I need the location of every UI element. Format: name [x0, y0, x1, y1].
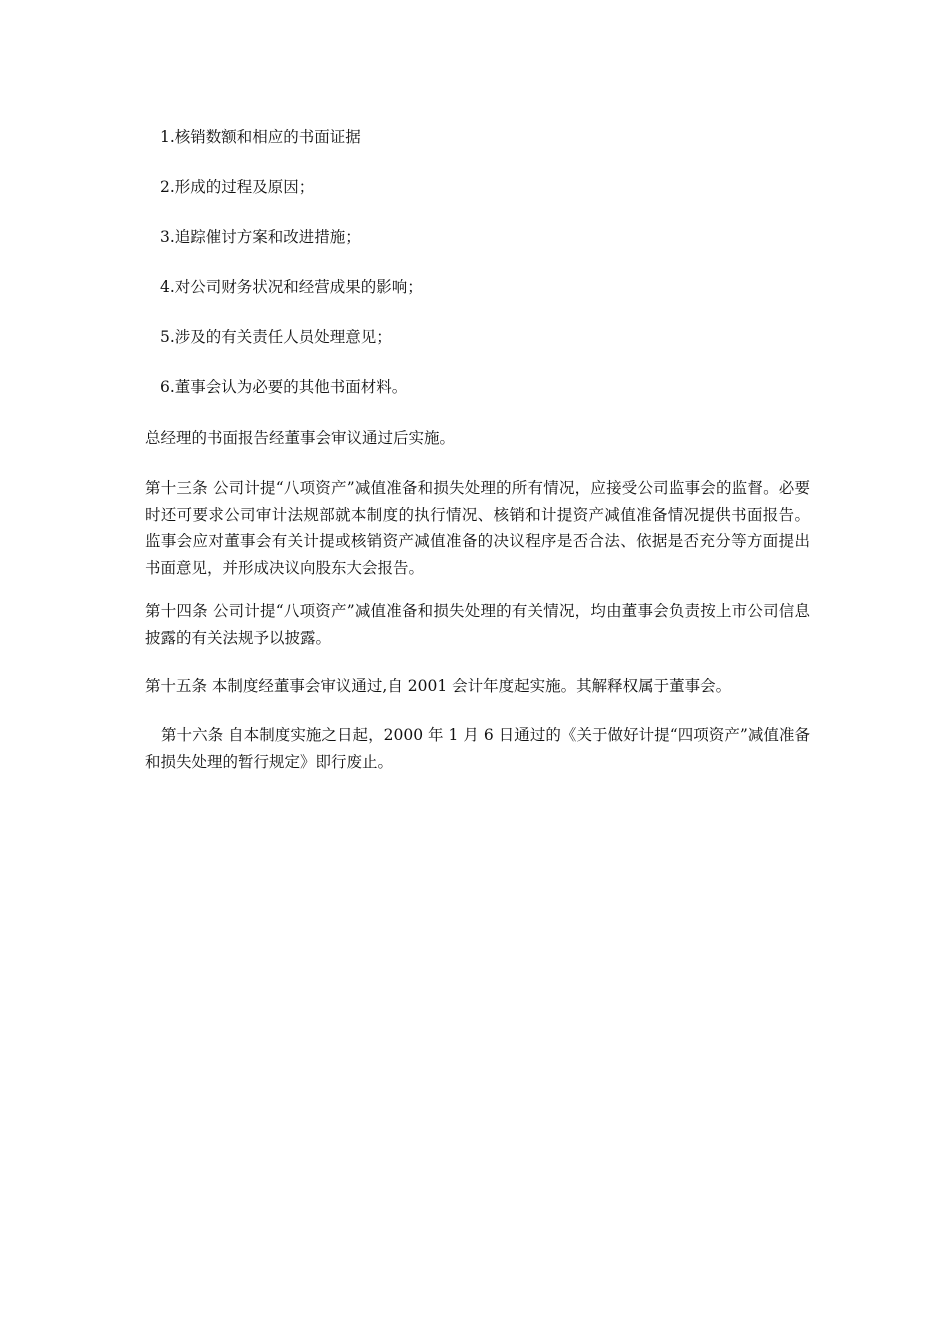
- article-15-paragraph: 第十五条 本制度经董事会审议通过,自 2001 会计年度起实施。其解释权属于董事会。: [145, 677, 732, 695]
- list-item-6: 6.董事会认为必要的其他书面材料。: [160, 378, 408, 396]
- list-item-1: 1.核销数额和相应的书面证据: [160, 128, 361, 146]
- list-item-3: 3.追踪催讨方案和改进措施；: [160, 228, 361, 246]
- list-item-2: 2.形成的过程及原因；: [160, 178, 315, 196]
- list-item-5: 5.涉及的有关责任人员处理意见；: [160, 328, 392, 346]
- list-item-4: 4.对公司财务状况和经营成果的影响；: [160, 278, 423, 296]
- article-13-paragraph: 第十三条 公司计提“八项资产”减值准备和损失处理的所有情况，应接受公司监事会的监督。必要时还可要求公司审计法规部就本制度的执行情况、核销和计提资产减值准备情况提供书面报告。监事会应对董事会有关计提或核销资产减值准备的决议程序是否合法、依据是否充分等方面提出书面意见，并形成决议向股东大会报告。: [145, 479, 810, 577]
- article-14-paragraph: 第十四条 公司计提“八项资产”减值准备和损失处理的有关情况，均由董事会负责按上市公司信息披露的有关法规予以披露。: [145, 602, 810, 647]
- article-16-paragraph: 第十六条 自本制度实施之日起，2000 年 1 月 6 日通过的《关于做好计提“四项资产”减值准备和损失处理的暂行规定》即行废止。: [145, 726, 810, 771]
- paragraph-summary: 总经理的书面报告经董事会审议通过后实施。: [145, 429, 456, 447]
